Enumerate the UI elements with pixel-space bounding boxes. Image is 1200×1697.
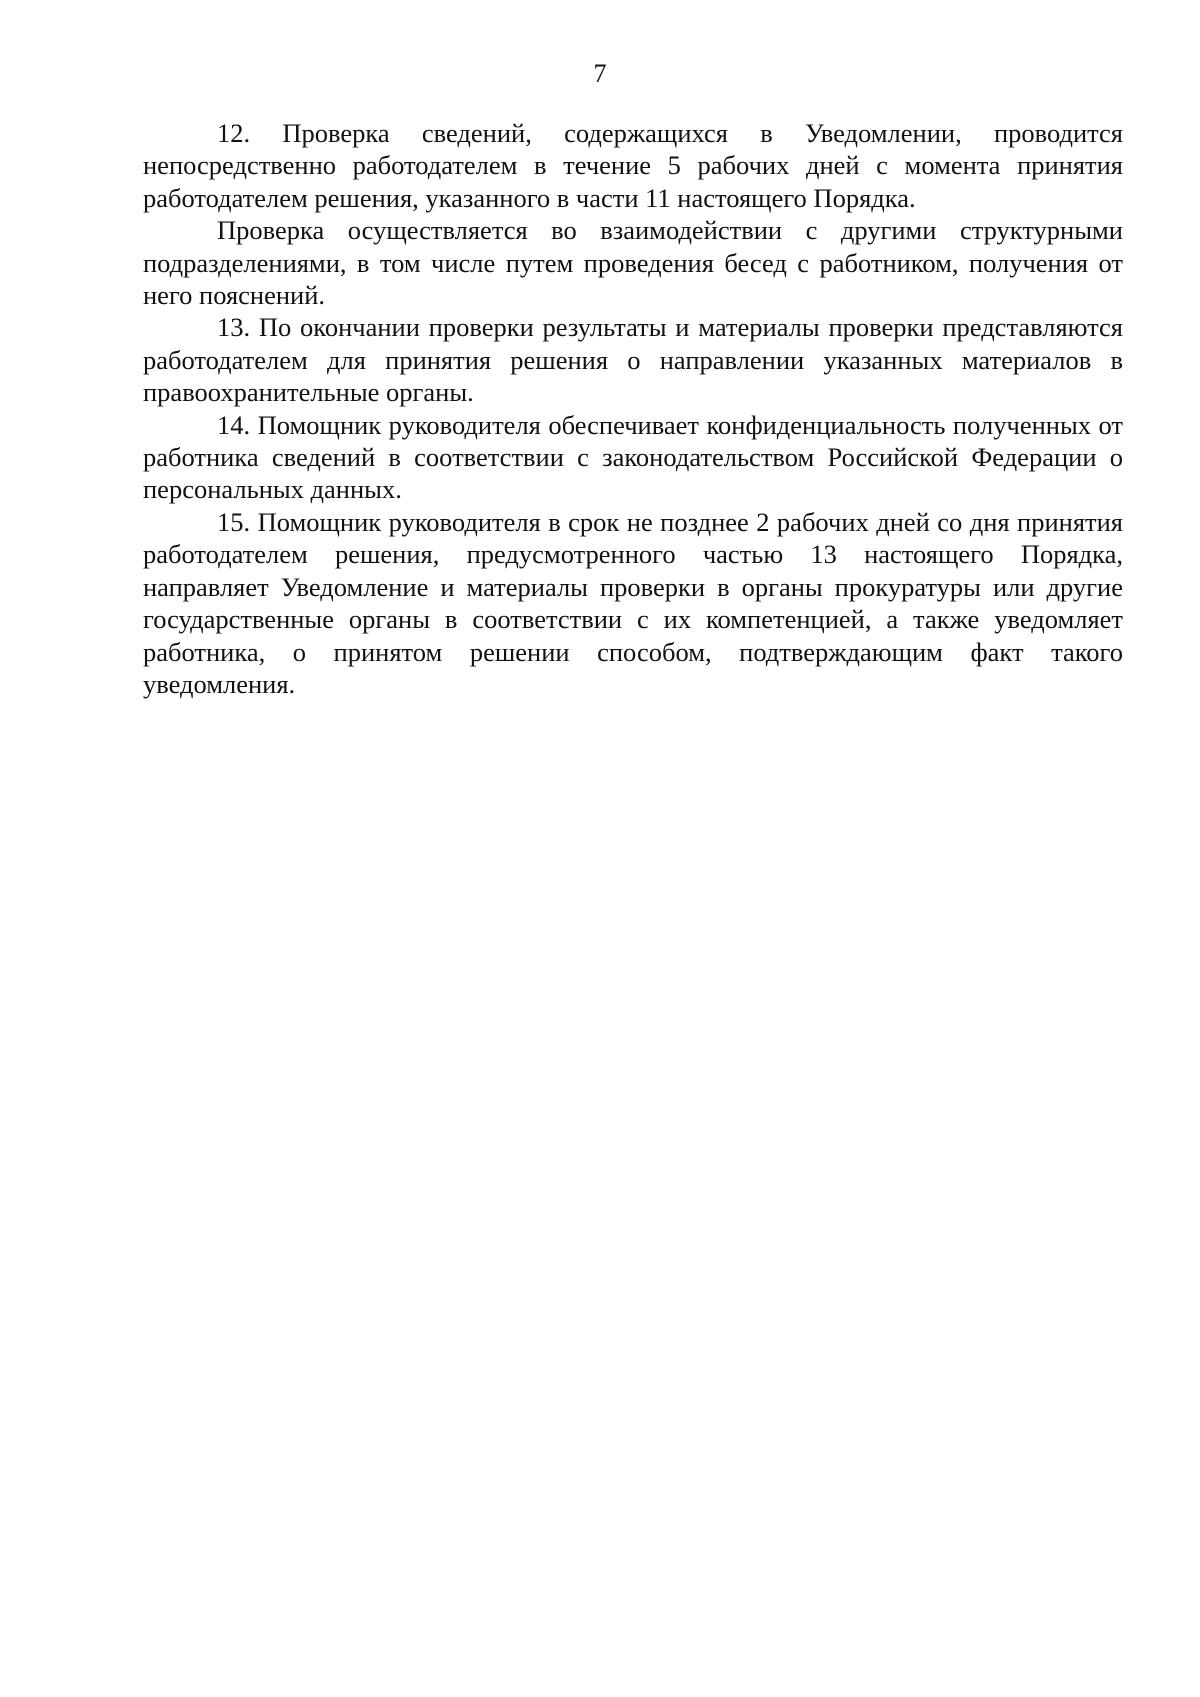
page-number: 7	[593, 59, 607, 88]
paragraph-12: 12. Проверка сведений, содержащихся в Уведомлении, проводится непосредственно работодателем в течение 5 рабочих дней с момента принятия работодателем решения, указанного в части 11 настоящего Порядка.	[143, 118, 1123, 213]
document-body	[143, 117, 1123, 700]
paragraph-13: 13. По окончании проверки результаты и материалы проверки представляются работодателем для принятия решения о направлении указанных материалов в правоохранительные органы.	[143, 312, 1123, 408]
paragraph-14: 14. Помощник руководителя обеспечивает конфиденциальность полученных от работника сведений в соответствии с законодательством Российской Федерации о персональных данных.	[143, 409, 1123, 505]
paragraph-15: 15. Помощник руководителя в срок не позднее 2 рабочих дней со дня принятия работодателем решения, предусмотренного частью 13 настоящего Порядка, направляет Уведомление и материалы проверки в органы прокуратуры или другие государственные органы в соответствии с их компетенцией, а также уведомляет работника, о принятом решении способом, подтверждающим факт такого уведомления.	[143, 506, 1123, 699]
paragraph-12-continuation: Проверка осуществляется во взаимодействии с другими структурными подразделениями, в том числе путем проведения бесед с работником, получения от него пояснений.	[143, 215, 1123, 311]
